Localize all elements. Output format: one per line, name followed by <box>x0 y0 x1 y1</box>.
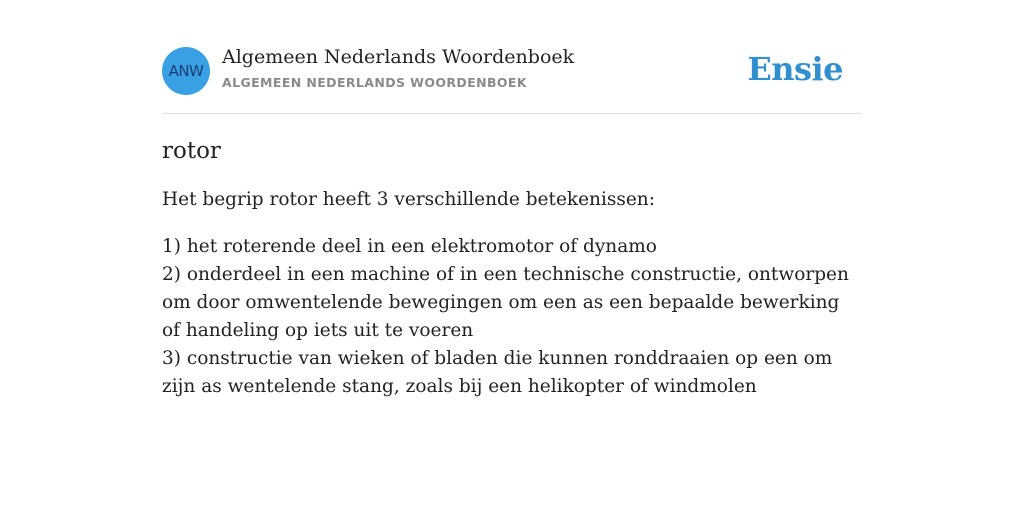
source-header <box>162 46 862 114</box>
entry-card <box>162 46 862 401</box>
ensie-brand-link[interactable]: Ensie <box>747 50 843 88</box>
definition-item-2: 2) onderdeel in een machine of in een technische constructie, ontworpen om door omwentelende bewegingen om een as een bepaalde bewerking of handeling op iets uit te voeren <box>162 264 849 341</box>
definition-item-1: 1) het roterende deel in een elektromotor of dynamo <box>162 236 657 257</box>
entry-term: rotor <box>162 138 221 164</box>
entry-intro: Het begrip rotor heeft 3 verschillende betekenissen: <box>162 189 655 210</box>
source-subtitle: ALGEMEEN NEDERLANDS WOORDENBOEK <box>222 75 527 90</box>
definition-item-3: 3) constructie van wieken of bladen die kunnen ronddraaien op een om zijn as wentelende stang, zoals bij een helikopter of windmolen <box>162 348 833 397</box>
anw-logo[interactable]: ANW <box>162 47 210 95</box>
source-title[interactable]: Algemeen Nederlands Woordenboek <box>222 46 575 68</box>
definition-list <box>162 233 862 401</box>
